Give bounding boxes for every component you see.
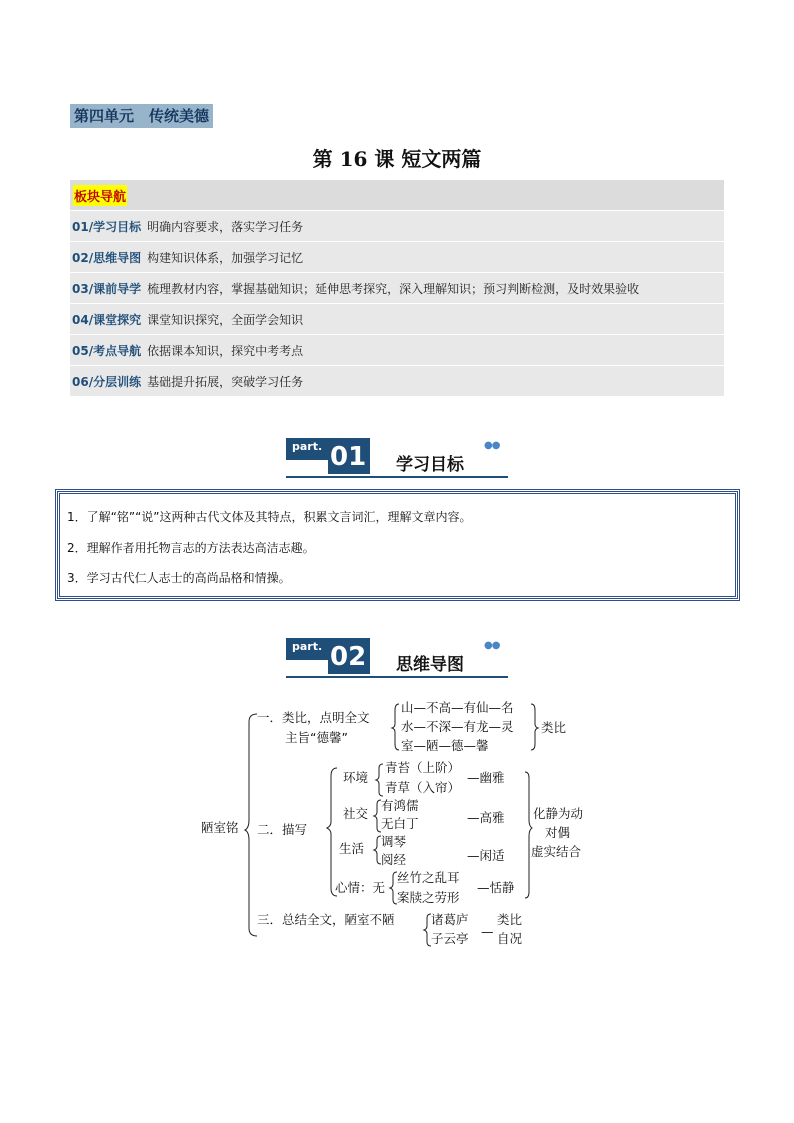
part-title: 学习目标 — [396, 455, 464, 475]
mindmap-mood-item: 丝竹之乱耳 — [397, 870, 460, 885]
droplets-icon: ●● — [484, 640, 500, 651]
mind-map — [195, 700, 595, 960]
nav-item — [70, 211, 724, 242]
mindmap-s2-right: 对偶 — [545, 825, 571, 840]
part-02-banner — [286, 638, 508, 678]
nav-item — [70, 242, 724, 273]
nav-item — [70, 335, 724, 366]
nav-item-code: 02/思维导图 — [72, 250, 142, 265]
section-navigation — [70, 180, 724, 397]
mindmap-s2-right: 化静为动 — [533, 806, 584, 821]
part-badge-notch — [286, 660, 328, 674]
unit-tag: 第四单元 传统美德 — [70, 104, 213, 128]
mindmap-s1-tail: 类比 — [541, 720, 567, 735]
mindmap-s2: 二．描写 — [257, 822, 308, 837]
nav-item — [70, 304, 724, 335]
nav-item-desc: 依据课本知识，探究中考考点 — [147, 343, 304, 358]
nav-item-desc: 课堂知识探究，全面学会知识 — [147, 312, 304, 327]
part-label: part. — [292, 440, 323, 453]
nav-item-code: 05/考点导航 — [72, 343, 142, 358]
nav-item — [70, 366, 724, 397]
mindmap-s3: 三．总结全文，陋室不陋 — [257, 912, 395, 927]
mindmap-s3-right: 类比 — [497, 912, 523, 927]
mindmap-s1-item: 室—陋—德—馨 — [401, 738, 489, 753]
mindmap-mood: 心情：无 — [335, 880, 386, 895]
mindmap-soc-item: 有鸿儒 — [381, 798, 419, 813]
mindmap-life: 生活 — [339, 841, 365, 856]
nav-item — [70, 273, 724, 304]
nav-item-desc: 明确内容要求，落实学习任务 — [147, 219, 304, 234]
mindmap-life-item: 阅经 — [381, 852, 407, 867]
mindmap-s3-item: 子云亭 — [431, 931, 469, 946]
nav-item-code: 01/学习目标 — [72, 219, 142, 234]
mindmap-s1-line2: 主旨“德馨” — [285, 730, 348, 745]
mindmap-s3-dash: — — [481, 924, 494, 939]
goal-item: 3．学习古代仁人志士的高尚品格和情操。 — [67, 571, 291, 585]
part-number: 02 — [330, 642, 367, 672]
droplets-icon: ●● — [484, 440, 500, 451]
nav-item-code: 03/课前导学 — [72, 281, 142, 296]
mindmap-s1-line1: 一．类比，点明全文 — [257, 710, 370, 725]
nav-item-desc: 梳理教材内容，掌握基础知识；延伸思考探究，深入理解知识；预习判断检测，及时效果验收 — [147, 281, 640, 296]
part-number: 01 — [330, 442, 367, 472]
goal-item: 1．了解“铭”“说”这两种古代文体及其特点，积累文言词汇，理解文章内容。 — [67, 510, 472, 524]
nav-header — [70, 180, 724, 211]
part-underline — [286, 676, 508, 678]
mindmap-s3-right: 自况 — [497, 931, 523, 946]
nav-item-desc: 基础提升拓展，突破学习任务 — [147, 374, 304, 389]
nav-item-code: 04/课堂探究 — [72, 312, 142, 327]
nav-item-desc: 构建知识体系，加强学习记忆 — [147, 250, 304, 265]
mindmap-s1-item: 水—不深—有龙—灵 — [401, 719, 514, 734]
mindmap-s1-item: 山—不高—有仙—名 — [401, 700, 514, 715]
part-01-banner — [286, 438, 508, 478]
part-label: part. — [292, 640, 323, 653]
lesson-title: 第 16 课 短文两篇 — [312, 147, 482, 171]
goal-item: 2．理解作者用托物言志的方法表达高洁志趣。 — [67, 541, 315, 555]
part-title: 思维导图 — [396, 655, 464, 675]
mindmap-mood-tail: —恬静 — [477, 880, 515, 895]
mindmap-life-tail: —闲适 — [467, 848, 505, 863]
nav-item-code: 06/分层训练 — [72, 374, 142, 389]
mindmap-root: 陋室铭 — [201, 820, 239, 835]
part-badge-notch — [286, 460, 328, 474]
part-underline — [286, 476, 508, 478]
mindmap-s2-right: 虚实结合 — [531, 844, 582, 859]
mindmap-env-tail: —幽雅 — [467, 770, 505, 785]
mindmap-env-item: 青苔（上阶） — [385, 760, 461, 775]
nav-header-label: 板块导航 — [73, 185, 127, 206]
mindmap-soc: 社交 — [343, 806, 369, 821]
mindmap-soc-tail: —高雅 — [467, 810, 505, 825]
mindmap-env: 环境 — [343, 770, 369, 785]
learning-goals-box — [57, 491, 738, 599]
mindmap-life-item: 调琴 — [381, 834, 407, 849]
mindmap-env-item: 青草（入帘） — [385, 780, 461, 795]
mindmap-s3-item: 诸葛庐 — [431, 912, 469, 927]
mindmap-mood-item: 案牍之劳形 — [397, 890, 460, 905]
mindmap-soc-item: 无白丁 — [381, 816, 419, 831]
